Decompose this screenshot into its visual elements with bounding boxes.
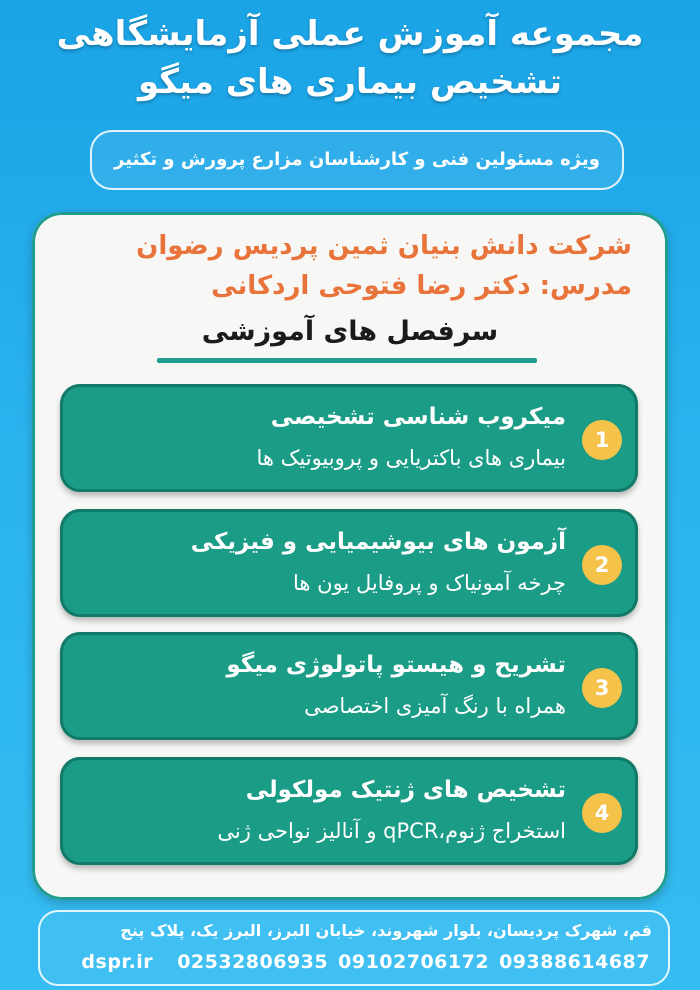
item-number-badge: 4 [582,793,622,833]
teacher-name: مدرس: دکتر رضا فتوحی اردکانی [211,271,632,301]
audience-pill: ویژه مسئولین فنی و کارشناسان مزارع پرورش و تکثیر [90,130,624,190]
title-line-2: تشخیص بیماری های میگو [137,62,563,102]
phone-number-3[interactable]: 02532806935 [177,951,329,973]
title-line-1: مجموعه آموزش عملی آزمایشگاهی [56,14,644,54]
phone-number-2[interactable]: 09102706172 [338,951,490,973]
syllabus-heading: سرفصل های آموزشی [201,316,499,347]
item-number-badge: 3 [582,668,622,708]
phone-number-1[interactable]: 09388614687 [499,951,650,973]
syllabus-card [32,212,668,900]
item-title: تشریح و هیستو پاتولوژی میگو [226,652,566,678]
heading-underline [157,358,537,363]
syllabus-item-3 [60,632,638,740]
syllabus-item-4 [60,757,638,865]
item-number-badge: 2 [582,545,622,585]
contact-row [50,948,650,976]
item-description: چرخه آمونیاک و پروفایل یون ها [293,571,566,595]
item-description: استخراج ژنوم،qPCR و آنالیز نواحی ژنی [217,819,566,843]
syllabus-item-2 [60,509,638,617]
company-name: شرکت دانش بنیان ثمین پردیس رضوان [136,231,632,261]
address-text: قم، شهرک پردیسان، بلوار شهروند، خیابان البرز، البرز یک، پلاک پنج [120,921,652,940]
item-number-badge: 1 [582,420,622,460]
contact-footer [38,910,670,986]
item-title: تشخیص های ژنتیک مولکولی [245,777,566,803]
item-title: میکروب شناسی تشخیصی [270,404,566,430]
item-title: آزمون های بیوشیمیایی و فیزیکی [190,529,566,555]
item-description: بیماری های باکتریایی و پروبیوتیک ها [256,446,566,470]
item-description: همراه با رنگ آمیزی اختصاصی [304,694,566,718]
syllabus-item-1 [60,384,638,492]
website-link[interactable]: dspr.ir [81,951,154,973]
